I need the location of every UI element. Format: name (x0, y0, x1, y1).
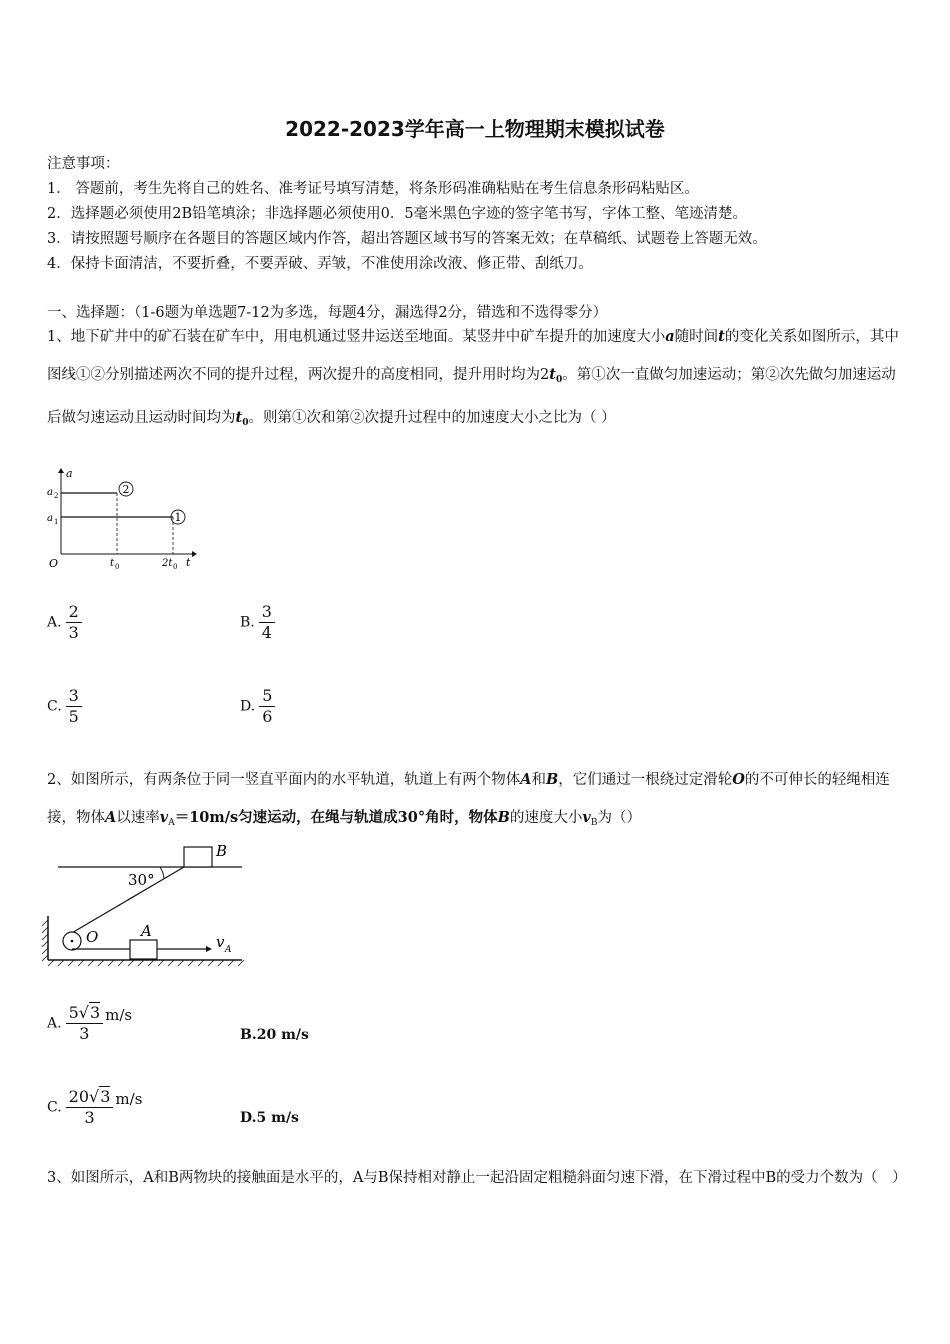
q2-option-a[interactable]: A. $\frac{5√3}{3}$ m/s (47, 1003, 133, 1043)
question-1-text: 1、地下矿井中的矿石装在矿车中，用电机通过竖井运送至地面。某竖井中矿车提升的加速度大小a随时间t的变化关系如图所示，其中图线①②分别描述两次不同的提升过程，两次提升的高度相同，提升用时均为$2t_0$。第①次一直做匀加速运动；第②次先做匀加速运动后做匀速运动且运动时间均为$t_0$。则第①次和第②次提升过程中的加速度大小之比为（ ） (47, 328, 899, 428)
t0-label: t (110, 558, 115, 569)
q1-option-a[interactable]: A. $\frac{2}{3}$ (47, 602, 82, 643)
q2-pulley-figure (40, 838, 250, 970)
rope-diagonal (70, 867, 184, 934)
label-b: B (216, 842, 228, 860)
label-o: O (86, 928, 99, 946)
q1-option-c[interactable]: C. $\frac{3}{5}$ (47, 686, 82, 727)
a2-label: a (47, 487, 53, 498)
question-3-text: 3、如图所示，A和B两物块的接触面是水平的，A与B保持相对静止一起沿固定粗糙斜面匀速下滑，在下滑过程中B的受力个数为（ ） (47, 1170, 907, 1186)
q1-option-b[interactable]: B. $\frac{3}{4}$ (240, 602, 275, 643)
q1-option-d[interactable]: D. $\frac{5}{6}$ (240, 686, 275, 727)
a2-sub: 2 (54, 492, 59, 500)
label-v: v (216, 933, 225, 951)
y-axis-arrow (58, 468, 64, 473)
angle-arc (160, 867, 164, 879)
2t0-label: 2t (162, 558, 173, 569)
axis-x-label: t (186, 556, 191, 569)
pulley-axle (71, 940, 74, 943)
q2-option-d[interactable]: D.5 m/s (240, 1110, 299, 1126)
note-item: 4．保持卡面清洁，不要折叠，不要弄破、弄皱，不准使用涂改液、修正带、刮纸刀。 (47, 256, 593, 272)
floor-hatch (48, 960, 244, 966)
x-axis-arrow (192, 551, 197, 557)
label-a: A (141, 922, 152, 940)
notes-heading: 注意事项： (47, 156, 120, 172)
section-heading: 一、选择题：（1-6题为单选题7-12为多选，每题4分，漏选得2分，错选和不选得零分） (47, 305, 608, 321)
label-v-sub: A (225, 945, 232, 955)
origin-label: O (49, 557, 59, 570)
t0-sub: 0 (115, 563, 120, 571)
2t0-sub: 0 (173, 563, 178, 571)
note-item: 2．选择题必须使用2B铅笔填涂；非选择题必须使用0．5毫米黑色字迹的签字笔书写，字体工整、笔迹清楚。 (47, 206, 748, 222)
velocity-arrowhead (206, 946, 212, 952)
a1-sub: 1 (54, 518, 59, 526)
page-title: 2022-2023学年高一上物理期末模拟试卷 (285, 117, 665, 141)
q1-graph-figure (44, 466, 200, 576)
question-2-text: 2、如图所示，有两条位于同一竖直平面内的水平轨道，轨道上有两个物体A和B，它们通过一根绕过定滑轮O的不可伸长的轻绳相连接，物体A以速率$v_A=10m/s$匀速运动，在绳与轨道成30°角时，物体B的速度大小$v_B$为（） (47, 771, 890, 828)
circle-label-1-text: 1 (174, 511, 182, 524)
wall-hatch (42, 920, 48, 961)
block-b (184, 847, 212, 867)
note-item: 1． 答题前，考生先将自己的姓名、准考证号填写清楚，将条形码准确粘贴在考生信息条形码粘贴区。 (47, 181, 699, 197)
axis-y-label: a (66, 467, 73, 480)
note-item: 3．请按照题号顺序在各题目的答题区域内作答，超出答题区域书写的答案无效；在草稿纸、试题卷上答题无效。 (47, 231, 767, 247)
q2-option-b[interactable]: B.20 m/s (240, 1027, 309, 1043)
a1-label: a (47, 513, 53, 524)
angle-label: 30° (128, 871, 155, 889)
q2-option-c[interactable]: C. $\frac{20√3}{3}$ m/s (47, 1087, 143, 1127)
circle-label-2-text: 2 (122, 483, 130, 496)
block-a (130, 940, 157, 959)
